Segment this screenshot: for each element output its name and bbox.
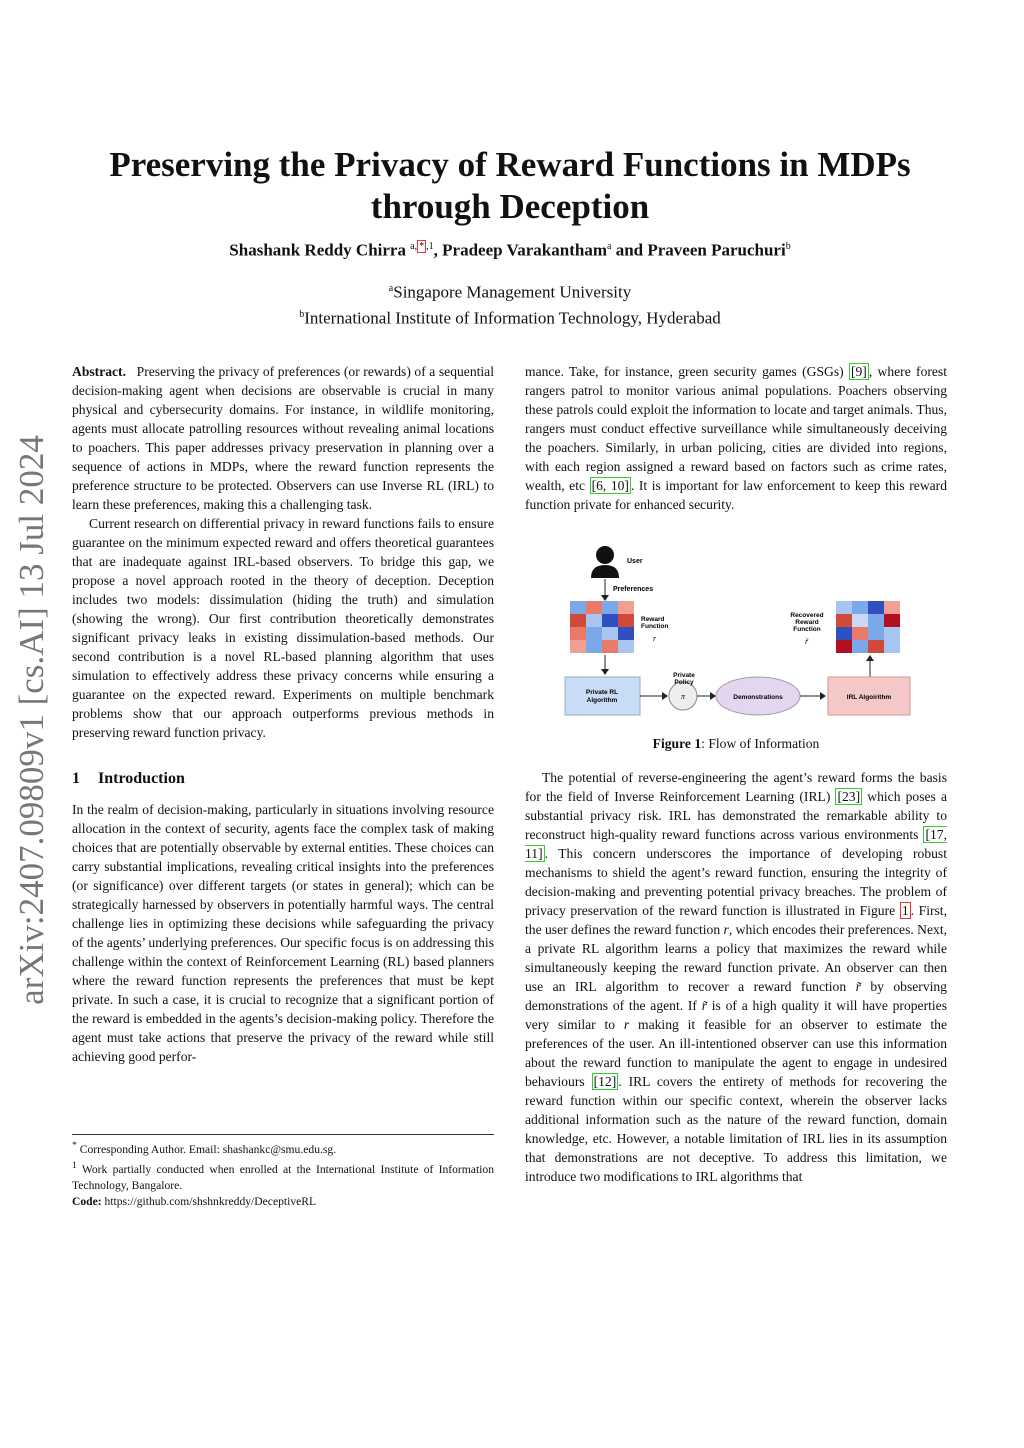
heatmap-cell: [852, 614, 868, 627]
heatmap-cell: [570, 614, 586, 627]
citation-link[interactable]: [9]: [850, 364, 867, 379]
private-rl-label-2: Algorithm: [586, 697, 618, 704]
heatmap-cell: [618, 614, 634, 627]
author-3-sup: b: [785, 241, 791, 252]
author-2-sup: a: [607, 241, 612, 252]
affiliation-a: $^a$Singapore Management University: [388, 282, 632, 302]
citation-link[interactable]: [6, 10]: [591, 478, 629, 493]
title-line-1: Preserving the Privacy of Reward Functions in MDPs: [109, 145, 911, 184]
r-symbol: r: [653, 634, 657, 643]
private-rl-box: [565, 677, 640, 715]
heatmap-cell: [868, 614, 884, 627]
arrowhead: [601, 595, 609, 601]
footnote-code: Code: https://github.com/shshnkreddy/DeceptiveRL: [72, 1194, 317, 1208]
heatmap-cell: [618, 601, 634, 614]
figure-caption: Figure 1: Flow of Information: [652, 736, 820, 751]
arrowhead: [710, 692, 716, 700]
arrowhead: [866, 655, 874, 661]
heatmap-cell: [884, 640, 900, 653]
abstract-paragraph-2: Current research on differential privacy in reward functions fails to ensure guarantee on the minimum expected reward and offers theoretical guarantees that are inadequate against IRL-based observers. To bridge this gap, we propose a novel approach rooted in the theory of deception. Deception includes two models: dissimulation (hiding the truth) and simulation (showing the wrong). Our first contribution theoretically demonstrates significant privacy leaks in existing dissimulation-based methods. Our second contribution is a novel RL-based planning algorithm that uses simulation to effectively address these privacy concerns while ensuring a guarantee on the expected reward. Experiments on multiple benchmark problems show that our approach outperforms previous methods in preserving reward function privacy.: [72, 516, 494, 740]
pi-symbol: π: [680, 692, 686, 701]
code-link[interactable]: https://github.com/shshnkreddy/DeceptiveRL: [101, 1194, 317, 1208]
reward-function-label-2: Function: [641, 623, 669, 630]
flow-diagram: [560, 545, 920, 723]
reward-function-heatmap: [570, 601, 634, 653]
heatmap-cell: [836, 601, 852, 614]
demonstrations-label: Demonstrations: [733, 694, 783, 701]
recovered-reward-heatmap: [836, 601, 900, 653]
private-policy-label-2: Policy: [674, 679, 694, 686]
user-icon: [591, 546, 619, 578]
abstract-label: Abstract.: [72, 364, 126, 379]
heatmap-cell: [602, 627, 618, 640]
heatmap-cell: [868, 601, 884, 614]
heatmap-cell: [602, 614, 618, 627]
heatmap-cell: [852, 627, 868, 640]
heatmap-cell: [618, 640, 634, 653]
heatmap-cell: [570, 627, 586, 640]
citation-link[interactable]: [12]: [593, 1074, 617, 1089]
user-label: User: [627, 558, 643, 565]
intro-paragraph-1: In the realm of decision-making, particularly in situations involving resource allocation in the context of security, agents face the complex task of making choices that are potentially observable by external entities. These choices can carry substantial implications, revealing critical insights into the preferences (or significance) over different targets (or states in general); which can be strategically harnessed by observers in potentially harmful ways. The central challenge lies in optimizing these decisions while safeguarding the privacy of the agents’ underlying preferences. Our specific focus is on addressing this challenge within the context of Reinforcement Learning (RL) based planners where the reward function represents the preferences that must be kept private. In such a case, it is crucial to recognize that a significant portion of the reward is embedded in the agents’s decision-making policy. Therefore the agent must take actions that preserve the privacy of the reward while still achieving good perfor-: [72, 802, 494, 1064]
heatmap-cell: [836, 640, 852, 653]
heatmap-cell: [570, 601, 586, 614]
heatmap-cell: [586, 614, 602, 627]
heatmap-cell: [868, 627, 884, 640]
heatmap-cell: [602, 601, 618, 614]
abstract-paragraph-1: Abstract. Preserving the privacy of preferences (or rewards) of a sequential decision-making agent when decisions are observable is crucial in many physical and cybersecurity domains. For instance, in wildlife monitoring, agents must allocate patrolling resources without revealing animal locations to poachers. This paper addresses privacy preservation in planning over a sequence of actions in MDPs, where the reward function represents the preference structure to be protected. Observers can use Inverse RL (IRL) to learn these preferences, making this a challenging task.: [72, 364, 494, 512]
footnotes: [72, 1138, 494, 1210]
heatmap-cell: [884, 627, 900, 640]
heatmap-cell: [586, 601, 602, 614]
arxiv-stamp: arXiv:2407.09809v1 [cs.AI] 13 Jul 2024: [12, 435, 51, 1005]
footnote-rule: [72, 1134, 494, 1135]
recovered-label-1: Recovered: [790, 612, 824, 619]
preferences-label: Preferences: [613, 586, 654, 593]
author-1-sup: a, * ,1: [410, 241, 434, 252]
r-tilde-symbol: r̃: [805, 637, 809, 646]
heatmap-cell: [618, 627, 634, 640]
heatmap-cell: [836, 627, 852, 640]
heatmap-cell: [586, 640, 602, 653]
section-heading-introduction: 1 Introduction: [72, 770, 185, 787]
right-paragraph-1: mance. Take, for instance, green security games (GSGs) [9] , where forest rangers patrol to monitor various animal populations. Poachers observing these patrols could exploit the information to locate and target animals. Thus, rangers must conduct effective surveillance while simultaneously deceiving the poachers. Similarly, in urban policing, cities are divided into regions, with each region assigned a reward based on factors such as crime rates, wealth, etc [6, 10] . It is important for law enforcement to keep this reward function private for enhanced security.: [525, 364, 947, 512]
heatmap-cell: [836, 614, 852, 627]
author-1: Shashank Reddy Chirra: [229, 240, 411, 260]
arrowhead: [601, 669, 609, 675]
author-list: [60, 240, 960, 261]
heatmap-cell: [884, 601, 900, 614]
heatmap-cell: [586, 627, 602, 640]
reward-function-label-1: Reward: [641, 616, 665, 623]
heatmap-cell: [852, 601, 868, 614]
right-paragraph-2: The potential of reverse-engineering the agent’s reward forms the basis for the field of Inverse Reinforcement Learning (IRL) [23] which poses a substantial privacy risk. IRL has demonstrated the remarkable ability to reconstruct high-quality reward functions across various environments [17, 11] . This concern underscores the importance of developing robust mechanisms to shield the agent’s reward function, ensuring the integrity of decision-making and preventing potential privacy breaches. The problem of privacy preservation of the reward function is illustrated in Figure 1 . First, the user defines the reward function r, which encodes their preferences. Next, a private RL algorithm learns a policy that maximizes the reward while simultaneously keeping the reward function private. An observer can then use an IRL algorithm to recover a reward function r̃ by observing demonstrations of the agent. If r̃ is of a high quality it will have properties very similar to r making it feasible for an observer to estimate the preferences of the user. An ill-intentioned observer can use this information about the reward function to manipulate the agent to engage in undesired behaviours [12] . IRL covers the entirety of methods for recovering the reward function within our specific context, wherein the observer lacks additional information such as the nature of the reward function, domain knowledge, etc. However, a notable limitation of IRL lies in its assumption that demonstrations are not deceptive. To address this limitation, we introduce two modifications to IRL algorithms that: [525, 770, 948, 1184]
recovered-label-2: Reward: [795, 619, 819, 626]
heatmap-cell: [868, 640, 884, 653]
affiliation-b: $^b$International Institute of Information Technology, Hyderabad: [299, 308, 721, 328]
corresponding-author-link[interactable]: *: [419, 241, 425, 252]
author-3: and Praveen Paruchuri: [611, 240, 786, 260]
heatmap-cell: [884, 614, 900, 627]
author-2: , Pradeep Varakantham: [433, 240, 607, 260]
footnote-1: $^1$ Work partially conducted when enrolled at the International Institute of Information Technology, Bangalore.: [72, 1159, 494, 1192]
recovered-label-3: Function: [793, 626, 821, 633]
arrowhead: [662, 692, 668, 700]
heatmap-cell: [852, 640, 868, 653]
right-column-bottom: [525, 768, 947, 1186]
figure-ref-link[interactable]: 1: [901, 903, 909, 918]
irl-label: IRL Algoirithm: [846, 694, 892, 701]
left-column: [72, 362, 494, 1066]
private-policy-label-1: Private: [673, 672, 695, 679]
title-line-2: through Deception: [370, 187, 650, 226]
citation-link[interactable]: [23]: [837, 789, 861, 804]
paper-title: [60, 144, 960, 228]
heatmap-cell: [570, 640, 586, 653]
affiliations: [60, 278, 960, 329]
private-rl-label-1: Private RL: [585, 689, 619, 696]
heatmap-cell: [602, 640, 618, 653]
arrowhead: [820, 692, 826, 700]
citation-link[interactable]: [17, 11]: [525, 827, 947, 861]
right-column-top: [525, 362, 947, 514]
footnote-corresponding: * Corresponding Author. Email: shashankc@smu.edu.sg.: [72, 1140, 337, 1156]
